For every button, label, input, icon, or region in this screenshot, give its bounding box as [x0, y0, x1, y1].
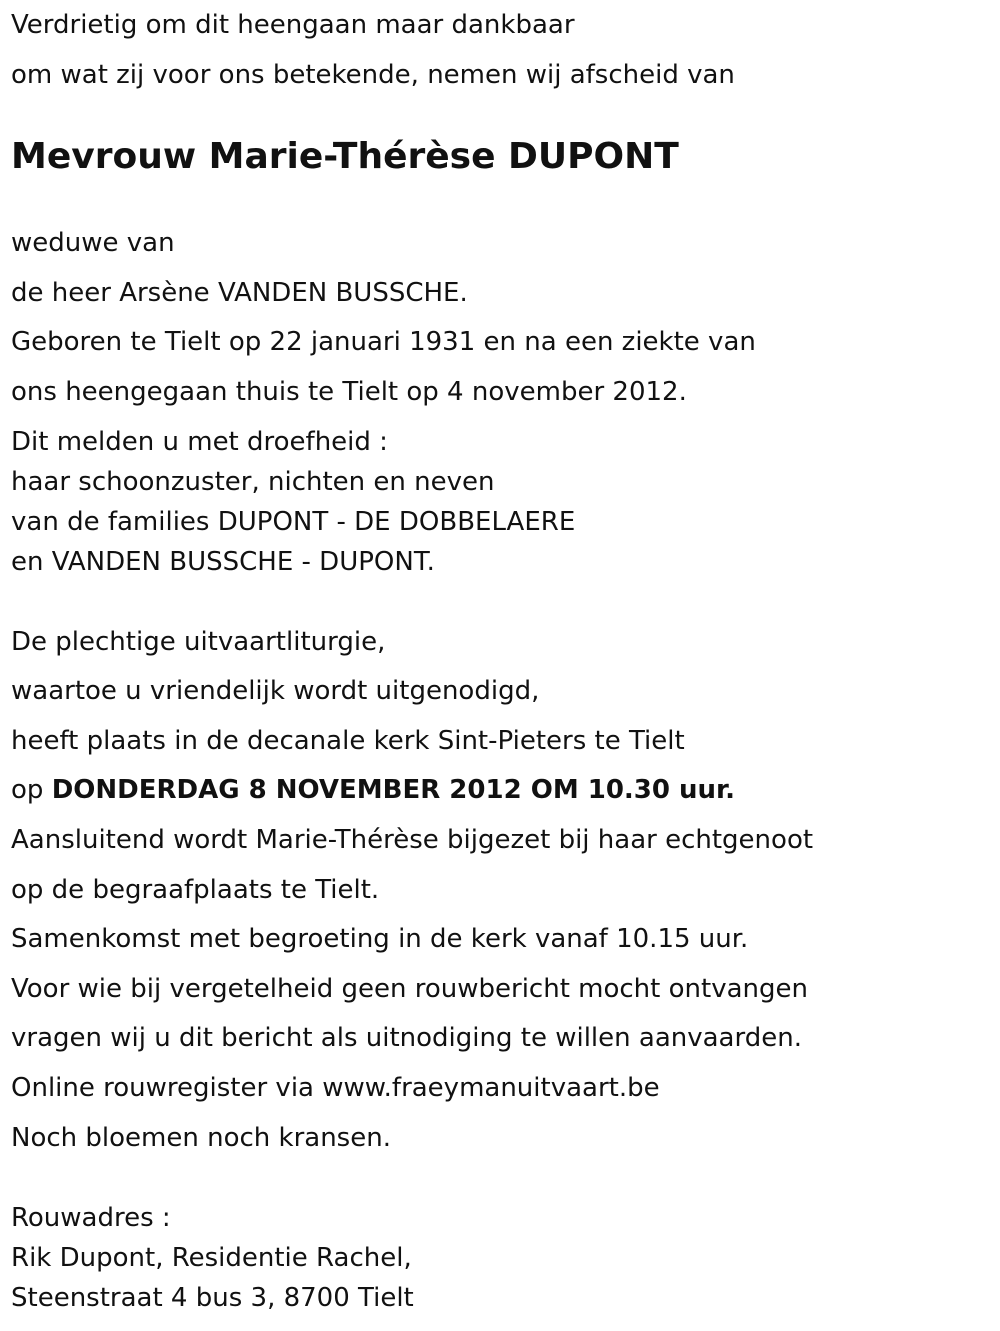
intro-line-1: Verdrietig om dit heengaan maar dankbaar: [11, 10, 575, 40]
funeral-date: DONDERDAG 8 NOVEMBER 2012 OM 10.30 uur.: [51, 775, 736, 805]
announcers-line-2: van de families DUPONT - DE DOBBELAERE: [11, 507, 576, 537]
spouse-name: de heer Arsène VANDEN BUSSCHE.: [11, 278, 468, 308]
announcers-intro: Dit melden u met droefheid :: [11, 427, 388, 457]
funeral-date-line: [11, 774, 735, 806]
death-line: ons heengegaan thuis te Tielt op 4 november 2012.: [11, 377, 687, 407]
funeral-line-2: waartoe u vriendelijk wordt uitgenodigd,: [11, 676, 540, 706]
notice-line-1: Voor wie bij vergetelheid geen rouwbericht mocht ontvangen: [11, 974, 808, 1004]
announcers-line-3: en VANDEN BUSSCHE - DUPONT.: [11, 547, 435, 577]
birth-line: Geboren te Tielt op 22 januari 1931 en na een ziekte van: [11, 327, 756, 357]
gathering-line: Samenkomst met begroeting in de kerk vanaf 10.15 uur.: [11, 924, 749, 954]
funeral-date-prefix: op: [11, 775, 44, 805]
burial-line-1: Aansluitend wordt Marie-Thérèse bijgezet bij haar echtgenoot: [11, 825, 814, 855]
flowers-line: Noch bloemen noch kransen.: [11, 1123, 391, 1153]
announcers-line-1: haar schoonzuster, nichten en neven: [11, 467, 495, 497]
register-line: Online rouwregister via www.fraeymanuitvaart.be: [11, 1073, 660, 1103]
burial-line-2: op de begraafplaats te Tielt.: [11, 875, 380, 905]
notice-line-2: vragen wij u dit bericht als uitnodiging te willen aanvaarden.: [11, 1023, 802, 1053]
deceased-name: Mevrouw Marie-Thérèse DUPONT: [11, 136, 679, 177]
address-line-2: Steenstraat 4 bus 3, 8700 Tielt: [11, 1283, 414, 1313]
widow-label: weduwe van: [11, 228, 175, 258]
address-label: Rouwadres :: [11, 1203, 171, 1233]
funeral-line-3: heeft plaats in de decanale kerk Sint-Pieters te Tielt: [11, 726, 685, 756]
address-line-1: Rik Dupont, Residentie Rachel,: [11, 1243, 412, 1273]
intro-line-2: om wat zij voor ons betekende, nemen wij afscheid van: [11, 60, 735, 90]
funeral-line-1: De plechtige uitvaartliturgie,: [11, 627, 386, 657]
